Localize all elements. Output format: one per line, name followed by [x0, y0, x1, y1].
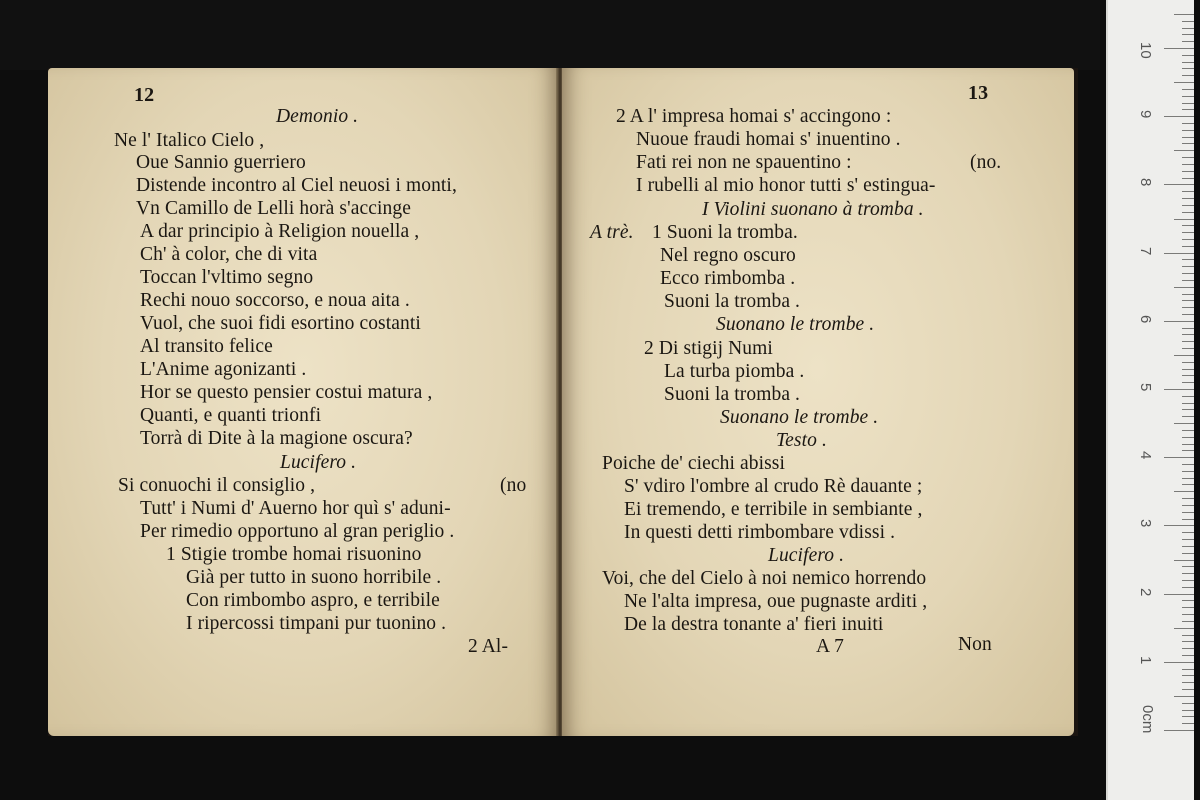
right-page — [562, 68, 1074, 736]
text-line: Vn Camillo de Lelli horà s'accinge — [136, 198, 411, 219]
ruler-tick — [1182, 123, 1194, 124]
ruler-tick — [1182, 171, 1194, 172]
text-line: 2 Di stigij Numi — [644, 338, 773, 359]
text-line: Lucifero . — [280, 452, 357, 473]
text-line: Voi, che del Cielo à noi nemico horrendo — [602, 568, 927, 589]
ruler-tick — [1182, 89, 1194, 90]
ruler-tick — [1182, 21, 1194, 22]
ruler-tick — [1182, 266, 1194, 267]
ruler-tick — [1182, 75, 1194, 76]
text-line: Toccan l'vltimo segno — [140, 267, 314, 288]
ruler-tick — [1164, 321, 1194, 322]
ruler-tick — [1164, 389, 1194, 390]
ruler-tick — [1182, 205, 1194, 206]
measurement-ruler — [1106, 0, 1194, 800]
ruler-tick — [1182, 103, 1194, 104]
ruler-tick — [1182, 239, 1194, 240]
ruler-tick — [1182, 689, 1194, 690]
catchword: 2 Al- — [468, 636, 509, 657]
text-line: Lucifero . — [768, 545, 845, 566]
ruler-tick — [1182, 137, 1194, 138]
ruler-tick — [1182, 703, 1194, 704]
text-line: Poiche de' ciechi abissi — [602, 453, 785, 474]
ruler-number: 5 — [1137, 383, 1154, 392]
page-number: 13 — [968, 82, 989, 104]
ruler-tick — [1182, 96, 1194, 97]
ruler-tick — [1174, 423, 1194, 424]
ruler-tick — [1174, 355, 1194, 356]
ruler-number: 2 — [1137, 587, 1154, 596]
ruler-tick — [1164, 48, 1194, 49]
ruler-tick — [1182, 212, 1194, 213]
ruler-tick — [1182, 546, 1194, 547]
text-line: Suoni la tromba . — [664, 384, 801, 405]
ruler-tick — [1182, 314, 1194, 315]
signature-mark: A 7 — [816, 636, 844, 657]
ruler-tick — [1182, 723, 1194, 724]
ruler-tick — [1164, 662, 1194, 663]
ruler-tick — [1182, 505, 1194, 506]
text-line: Rechi nouo soccorso, e noua aita . — [140, 290, 410, 311]
text-line: Suoni la tromba . — [664, 291, 801, 312]
ruler-number: 6 — [1137, 314, 1154, 324]
ruler-tick — [1182, 178, 1194, 179]
ruler-tick — [1182, 246, 1194, 247]
ruler-tick — [1182, 232, 1194, 233]
ruler-unit-label: 0cm — [1139, 705, 1156, 734]
ruler-tick — [1182, 573, 1194, 574]
ruler-tick — [1182, 532, 1194, 533]
ruler-tick — [1174, 82, 1194, 83]
text-line: A trè. — [590, 222, 634, 243]
ruler-tick — [1182, 471, 1194, 472]
ruler-tick — [1182, 225, 1194, 226]
ruler-tick — [1182, 164, 1194, 165]
ruler-tick — [1182, 34, 1194, 35]
ruler-tick — [1182, 396, 1194, 397]
ruler-tick — [1164, 525, 1194, 526]
ruler-tick — [1182, 259, 1194, 260]
ruler-number: 7 — [1137, 246, 1154, 255]
text-line: I rubelli al mio honor tutti s' estingua- — [636, 175, 936, 196]
ruler-tick — [1182, 437, 1194, 438]
ruler-tick — [1182, 430, 1194, 431]
ruler-number: 3 — [1137, 519, 1154, 528]
ruler-tick — [1182, 62, 1194, 63]
text-line: Per rimedio opportuno al gran periglio . — [140, 521, 455, 542]
text-line: Ne l' Italico Cielo , — [114, 130, 265, 151]
ruler-tick — [1182, 109, 1194, 110]
open-book — [48, 68, 1078, 736]
page-number: 12 — [134, 84, 155, 106]
ruler-tick — [1182, 539, 1194, 540]
text-line: In questi detti rimbombare vdissi . — [624, 522, 896, 543]
ruler-tick — [1182, 143, 1194, 144]
ruler-tick — [1182, 328, 1194, 329]
ruler-tick — [1182, 273, 1194, 274]
ruler-tick — [1182, 416, 1194, 417]
ruler-tick — [1182, 369, 1194, 370]
ruler-tick — [1182, 587, 1194, 588]
ruler-tick — [1182, 580, 1194, 581]
text-line: 1 Stigie trombe homai risuonino — [166, 544, 422, 565]
ruler-tick — [1182, 607, 1194, 608]
ruler-tick — [1182, 157, 1194, 158]
ruler-tick — [1174, 14, 1194, 15]
ruler-tick — [1182, 375, 1194, 376]
text-line: Suonano le trombe . — [720, 407, 879, 428]
text-line: 2 A l' impresa homai s' accingono : — [616, 106, 892, 127]
ruler-tick — [1164, 116, 1194, 117]
text-line: Ne l'alta impresa, oue pugnaste arditi , — [624, 591, 928, 612]
ruler-tick — [1174, 219, 1194, 220]
background — [0, 0, 1100, 70]
text-line: Fati rei non ne spauentino : — [636, 152, 852, 173]
text-line: I ripercossi timpani pur tuonino . — [186, 613, 447, 634]
text-line: Testo . — [776, 430, 827, 451]
text-line: Tutt' i Numi d' Auerno hor quì s' aduni- — [140, 498, 451, 519]
text-line: Vuol, che suoi fidi esortino costanti — [140, 313, 421, 334]
ruler-tick — [1174, 150, 1194, 151]
text-line: De la destra tonante a' fieri inuiti — [624, 614, 884, 635]
ruler-tick — [1182, 484, 1194, 485]
ruler-tick — [1182, 348, 1194, 349]
ruler-tick — [1182, 300, 1194, 301]
text-line: Suonano le trombe . — [716, 314, 875, 335]
text-line: 1 Suoni la tromba. — [652, 222, 798, 243]
text-line: Si conuochi il consiglio , — [118, 475, 316, 496]
ruler-tick — [1164, 253, 1194, 254]
ruler-tick — [1182, 280, 1194, 281]
text-line: L'Anime agonizanti . — [140, 359, 307, 380]
text-line: Ecco rimbomba . — [660, 268, 796, 289]
ruler-tick — [1182, 403, 1194, 404]
text-line: (no. — [970, 152, 1002, 173]
ruler-tick — [1174, 287, 1194, 288]
ruler-number: 10 — [1137, 42, 1154, 59]
text-line: I Violini suonano à tromba . — [702, 199, 924, 220]
ruler-tick — [1182, 362, 1194, 363]
ruler-tick — [1182, 675, 1194, 676]
catchword: Non — [958, 634, 992, 655]
text-line: Hor se questo pensier costui matura , — [140, 382, 433, 403]
ruler-tick — [1182, 198, 1194, 199]
ruler-tick — [1182, 382, 1194, 383]
ruler-tick — [1174, 560, 1194, 561]
ruler-tick — [1174, 696, 1194, 697]
ruler-tick — [1182, 682, 1194, 683]
ruler-number: 4 — [1137, 451, 1154, 460]
text-line: Demonio . — [276, 106, 359, 127]
ruler-tick — [1182, 519, 1194, 520]
text-line: Torrà di Dite à la magione oscura? — [140, 428, 413, 449]
ruler-tick — [1182, 68, 1194, 69]
ruler-tick — [1182, 28, 1194, 29]
text-line: Distende incontro al Ciel neuosi i monti, — [136, 175, 457, 196]
text-line: A dar principio à Religion nouella , — [140, 221, 420, 242]
text-line: (no — [500, 475, 527, 496]
ruler-tick — [1182, 614, 1194, 615]
ruler-tick — [1182, 498, 1194, 499]
ruler-tick — [1182, 655, 1194, 656]
ruler-tick — [1182, 41, 1194, 42]
ruler-tick — [1182, 648, 1194, 649]
ruler-tick — [1182, 635, 1194, 636]
ruler-tick — [1182, 621, 1194, 622]
ruler-tick — [1182, 669, 1194, 670]
ruler-tick — [1182, 553, 1194, 554]
text-line: Nuoue fraudi homai s' inuentino . — [636, 129, 901, 150]
text-line: Oue Sannio guerriero — [136, 152, 306, 173]
ruler-tick — [1182, 450, 1194, 451]
ruler-tick — [1174, 628, 1194, 629]
text-line: Al transito felice — [140, 336, 273, 357]
ruler-number: 1 — [1137, 655, 1154, 665]
ruler-tick — [1182, 600, 1194, 601]
text-line: Nel regno oscuro — [660, 245, 796, 266]
ruler-tick — [1182, 334, 1194, 335]
ruler-tick — [1164, 457, 1194, 458]
ruler-tick — [1182, 641, 1194, 642]
ruler-tick — [1182, 130, 1194, 131]
ruler-number: 9 — [1137, 110, 1154, 119]
ruler-tick — [1182, 464, 1194, 465]
text-line: S' vdiro l'ombre al crudo Rè dauante ; — [624, 476, 923, 497]
ruler-tick — [1182, 512, 1194, 513]
text-line: Con rimbombo aspro, e terribile — [186, 590, 440, 611]
ruler-tick — [1182, 478, 1194, 479]
text-line: Ch' à color, che di vita — [140, 244, 318, 265]
ruler-tick — [1182, 716, 1194, 717]
ruler-tick — [1182, 294, 1194, 295]
ruler-number: 8 — [1137, 178, 1154, 187]
text-line: La turba piomba . — [664, 361, 805, 382]
left-page — [48, 68, 558, 736]
ruler-tick — [1164, 184, 1194, 185]
ruler-tick — [1164, 730, 1194, 731]
ruler-tick — [1182, 566, 1194, 567]
ruler-tick — [1182, 409, 1194, 410]
ruler-tick — [1182, 55, 1194, 56]
ruler-tick — [1164, 594, 1194, 595]
text-line: Quanti, e quanti trionfi — [140, 405, 322, 426]
ruler-tick — [1182, 341, 1194, 342]
ruler-tick — [1182, 444, 1194, 445]
ruler-tick — [1182, 191, 1194, 192]
ruler-tick — [1174, 491, 1194, 492]
ruler-tick — [1182, 307, 1194, 308]
ruler-tick — [1182, 710, 1194, 711]
text-line: Già per tutto in suono horribile . — [186, 567, 442, 588]
text-line: Ei tremendo, e terribile in sembiante , — [624, 499, 923, 520]
